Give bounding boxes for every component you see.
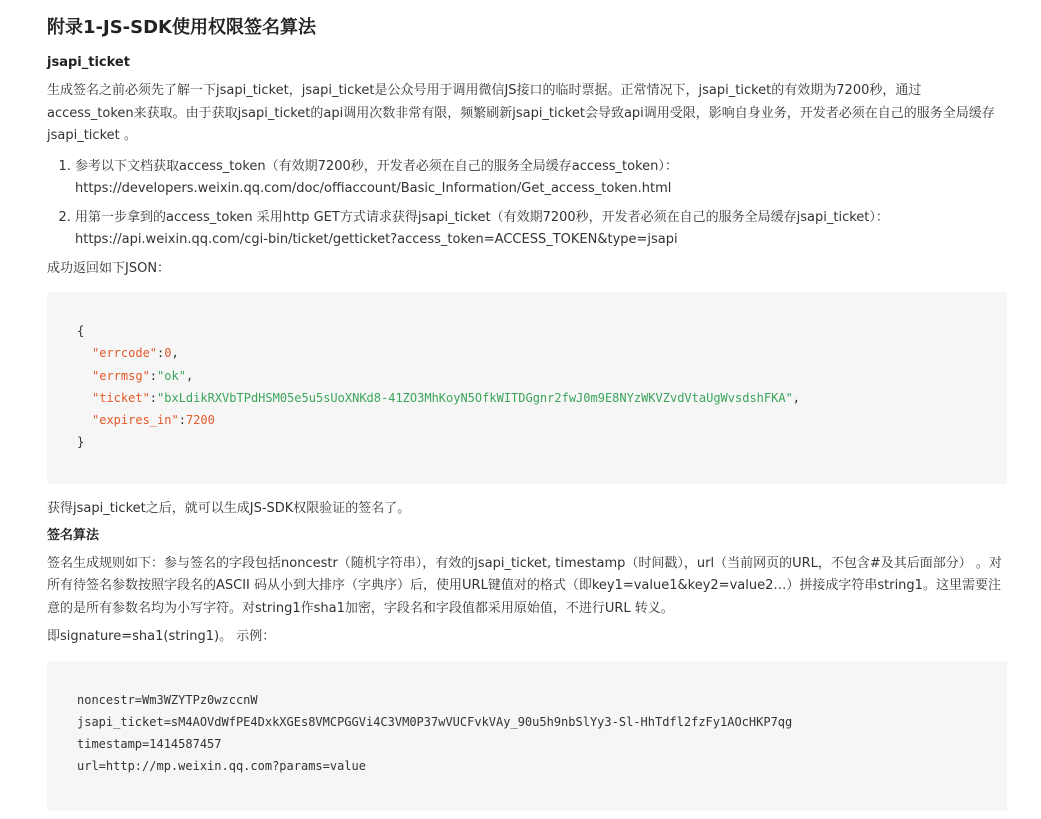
page-title: 附录1-JS-SDK使用权限签名算法	[47, 17, 316, 38]
json-code-block[interactable]	[47, 292, 1007, 484]
after-json-paragraph: 获得jsapi_ticket之后，就可以生成JS-SDK权限验证的签名了。	[47, 501, 411, 516]
success-label: 成功返回如下JSON：	[47, 260, 171, 276]
rules-paragraph: 签名生成规则如下：参与签名的字段包括noncestr（随机字符串），有效的jsapi_ticket, timestamp（时间戳），url（当前网页的URL，不包含#及其后面部分） 。对所有待签名参数按照字段名的ASCII 码从小到大排序（字典序）后，使用URL键值对的格式（即key1=value1&key2=value2…）拼接成字符串string1。这里需要注意的是所有参数名均为小写字符。对string1作sha1加密，字段名和字段值都采用原始值，不进行URL 转义。	[47, 555, 1002, 616]
json-key: "expires_in"	[92, 413, 179, 428]
step-item	[75, 207, 1007, 252]
json-number: 7200	[185, 413, 215, 428]
steps-list	[47, 156, 1007, 252]
step-text: 参考以下文档获取access_token（有效期7200秒，开发者必须在自己的服务全局缓存access_token）：	[75, 158, 678, 174]
json-line-errcode: "errcode":0,	[92, 346, 179, 361]
section-title-signature: 签名算法	[47, 527, 100, 543]
json-key: "errcode"	[92, 346, 158, 361]
json-close-brace: }	[77, 435, 85, 450]
sample-line: jsapi_ticket=sM4AOVdWfPE4DxkXGEs8VMCPGGVi4C3VM0P37wVUCFvkVAy_90u5h9nbSlYy3-Sl-HhTdfl2fzFy1AOcHKP7qg	[77, 714, 793, 729]
json-open-brace: {	[77, 324, 85, 338]
json-line-errmsg: "errmsg":"ok",	[92, 368, 194, 383]
sample-line: url=http://mp.weixin.qq.com?params=value	[77, 759, 366, 774]
sample-line: timestamp=1414587457	[77, 737, 222, 752]
json-line-expires: "expires_in":7200	[92, 413, 215, 428]
section-title-jsapi-ticket: jsapi_ticket	[47, 55, 130, 70]
json-number: 0	[164, 346, 172, 361]
step-url[interactable]: https://api.weixin.qq.com/cgi-bin/ticket/getticket?access_token=ACCESS_TOKEN&type=jsapi	[75, 232, 678, 247]
json-string: "ok"	[157, 368, 186, 383]
json-string: "bxLdikRXVbTPdHSM05e5u5sUoXNKd8-41ZO3MhKoyN5OfkWITDGgnr2fwJ0m9E8NYzWKVZvdVtaUgWvsdshFKA"	[157, 390, 793, 405]
step-url[interactable]: https://developers.weixin.qq.com/doc/offiaccount/Basic_Information/Get_access_token.html	[75, 181, 672, 196]
json-key: "ticket"	[92, 390, 150, 405]
step-text: 用第一步拿到的access_token 采用http GET方式请求获得jsapi_ticket（有效期7200秒，开发者必须在自己的服务全局缓存jsapi_ticket）：	[75, 209, 889, 225]
json-key: "errmsg"	[92, 368, 150, 383]
signature-line: 即signature=sha1(string1)。 示例：	[47, 629, 276, 644]
sample-code-block[interactable]	[47, 661, 1007, 811]
intro-paragraph: 生成签名之前必须先了解一下jsapi_ticket，jsapi_ticket是公众号用于调用微信JS接口的临时票据。正常情况下，jsapi_ticket的有效期为7200秒，通过access_token来获取。由于获取jsapi_ticket的api调用次数非常有限，频繁刷新jsapi_ticket会导致api调用受限，影响自身业务，开发者必须在自己的服务全局缓存jsapi_ticket 。	[47, 83, 995, 143]
json-line-ticket: "ticket":"bxLdikRXVbTPdHSM05e5u5sUoXNKd8-41ZO3MhKoyN5OfkWITDGgnr2fwJ0m9E8NYzWKVZvdVtaUgWvsdshFKA",	[92, 390, 801, 405]
sample-line: noncestr=Wm3WZYTPz0wzccnW	[77, 692, 258, 707]
step-item	[75, 156, 1007, 201]
